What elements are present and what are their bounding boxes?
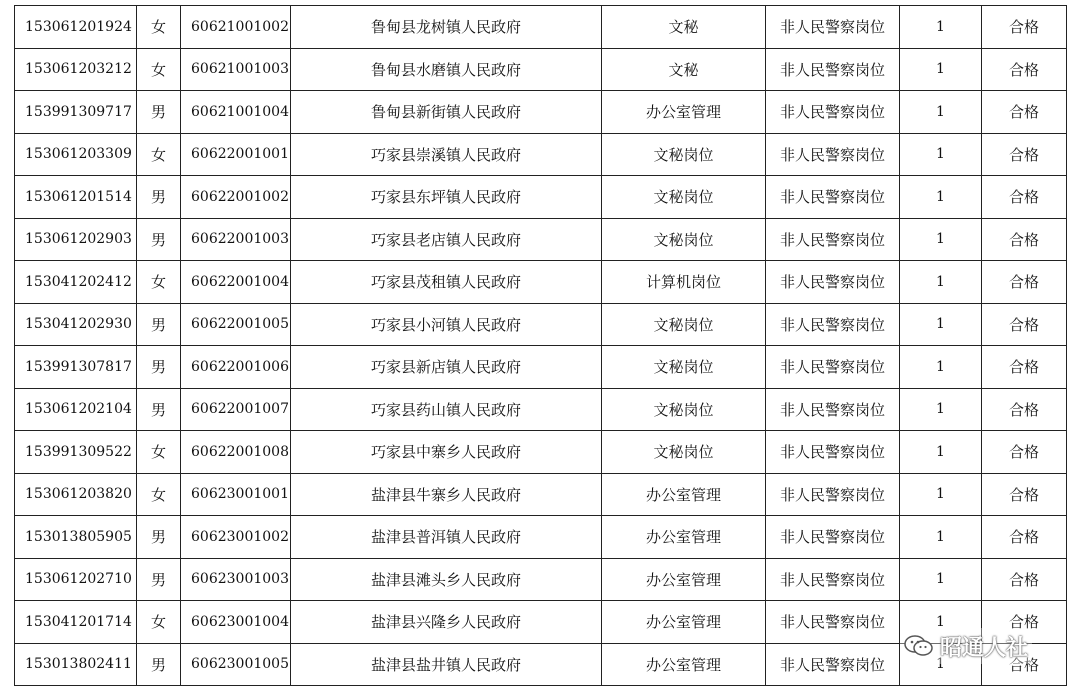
position-code-cell: 60623001005 (181, 643, 291, 686)
position-name-cell: 办公室管理 (602, 91, 766, 134)
table-row (15, 303, 1067, 346)
gender-cell: 女 (137, 48, 181, 91)
gender-cell: 男 (137, 516, 181, 559)
quota-cell: 1 (900, 346, 982, 389)
position-type-cell: 非人民警察岗位 (766, 516, 900, 559)
position-type-cell: 非人民警察岗位 (766, 643, 900, 686)
employer-cell: 盐津县兴隆乡人民政府 (291, 601, 602, 644)
ticket-number-cell: 153041202412 (15, 261, 137, 304)
gender-cell: 男 (137, 218, 181, 261)
quota-cell: 1 (900, 643, 982, 686)
employer-cell: 盐津县普洱镇人民政府 (291, 516, 602, 559)
ticket-number-cell: 153041201714 (15, 601, 137, 644)
position-code-cell: 60623001001 (181, 473, 291, 516)
position-type-cell: 非人民警察岗位 (766, 473, 900, 516)
result-cell: 合格 (982, 516, 1067, 559)
position-type-cell: 非人民警察岗位 (766, 6, 900, 49)
quota-cell: 1 (900, 6, 982, 49)
gender-cell: 女 (137, 261, 181, 304)
position-type-cell: 非人民警察岗位 (766, 218, 900, 261)
position-code-cell: 60622001007 (181, 388, 291, 431)
ticket-number-cell: 153013802411 (15, 643, 137, 686)
table-row (15, 133, 1067, 176)
result-cell: 合格 (982, 601, 1067, 644)
result-cell: 合格 (982, 6, 1067, 49)
position-name-cell: 文秘岗位 (602, 133, 766, 176)
result-cell: 合格 (982, 558, 1067, 601)
ticket-number-cell: 153991309522 (15, 431, 137, 474)
table-row (15, 346, 1067, 389)
quota-cell: 1 (900, 133, 982, 176)
ticket-number-cell: 153061202710 (15, 558, 137, 601)
position-code-cell: 60623001002 (181, 516, 291, 559)
employer-cell: 鲁甸县新街镇人民政府 (291, 91, 602, 134)
position-name-cell: 文秘岗位 (602, 346, 766, 389)
position-code-cell: 60621001004 (181, 91, 291, 134)
watermark (900, 628, 1032, 664)
position-name-cell: 办公室管理 (602, 643, 766, 686)
results-table (14, 5, 1067, 686)
gender-cell: 男 (137, 558, 181, 601)
position-type-cell: 非人民警察岗位 (766, 601, 900, 644)
quota-cell: 1 (900, 48, 982, 91)
result-cell: 合格 (982, 303, 1067, 346)
quota-cell: 1 (900, 261, 982, 304)
quota-cell: 1 (900, 91, 982, 134)
position-type-cell: 非人民警察岗位 (766, 133, 900, 176)
result-cell: 合格 (982, 473, 1067, 516)
quota-cell: 1 (900, 601, 982, 644)
table-row (15, 516, 1067, 559)
gender-cell: 男 (137, 388, 181, 431)
position-name-cell: 文秘 (602, 6, 766, 49)
position-name-cell: 计算机岗位 (602, 261, 766, 304)
quota-cell: 1 (900, 558, 982, 601)
result-cell: 合格 (982, 431, 1067, 474)
quota-cell: 1 (900, 303, 982, 346)
employer-cell: 巧家县崇溪镇人民政府 (291, 133, 602, 176)
table-row (15, 48, 1067, 91)
position-name-cell: 办公室管理 (602, 516, 766, 559)
position-code-cell: 60621001003 (181, 48, 291, 91)
position-type-cell: 非人民警察岗位 (766, 261, 900, 304)
position-type-cell: 非人民警察岗位 (766, 91, 900, 134)
position-code-cell: 60622001008 (181, 431, 291, 474)
gender-cell: 男 (137, 346, 181, 389)
position-code-cell: 60622001004 (181, 261, 291, 304)
position-type-cell: 非人民警察岗位 (766, 176, 900, 219)
employer-cell: 巧家县新店镇人民政府 (291, 346, 602, 389)
employer-cell: 巧家县茂租镇人民政府 (291, 261, 602, 304)
position-code-cell: 60622001006 (181, 346, 291, 389)
position-code-cell: 60623001003 (181, 558, 291, 601)
gender-cell: 男 (137, 176, 181, 219)
quota-cell: 1 (900, 388, 982, 431)
position-type-cell: 非人民警察岗位 (766, 346, 900, 389)
position-code-cell: 60621001002 (181, 6, 291, 49)
position-name-cell: 办公室管理 (602, 473, 766, 516)
result-cell: 合格 (982, 91, 1067, 134)
wechat-icon (904, 634, 934, 658)
table-row (15, 218, 1067, 261)
table-row (15, 473, 1067, 516)
quota-cell: 1 (900, 431, 982, 474)
gender-cell: 男 (137, 303, 181, 346)
gender-cell: 女 (137, 601, 181, 644)
table-row (15, 558, 1067, 601)
quota-cell: 1 (900, 516, 982, 559)
ticket-number-cell: 153061202903 (15, 218, 137, 261)
position-name-cell: 文秘岗位 (602, 303, 766, 346)
result-cell: 合格 (982, 218, 1067, 261)
ticket-number-cell: 153061201514 (15, 176, 137, 219)
ticket-number-cell: 153061201924 (15, 6, 137, 49)
position-name-cell: 文秘岗位 (602, 388, 766, 431)
position-code-cell: 60622001002 (181, 176, 291, 219)
ticket-number-cell: 153061203820 (15, 473, 137, 516)
position-code-cell: 60623001004 (181, 601, 291, 644)
position-code-cell: 60622001003 (181, 218, 291, 261)
quota-cell: 1 (900, 473, 982, 516)
ticket-number-cell: 153061203212 (15, 48, 137, 91)
result-cell: 合格 (982, 176, 1067, 219)
employer-cell: 巧家县药山镇人民政府 (291, 388, 602, 431)
ticket-number-cell: 153991307817 (15, 346, 137, 389)
employer-cell: 巧家县老店镇人民政府 (291, 218, 602, 261)
position-type-cell: 非人民警察岗位 (766, 388, 900, 431)
gender-cell: 女 (137, 133, 181, 176)
gender-cell: 男 (137, 91, 181, 134)
table-body (15, 6, 1067, 686)
position-name-cell: 文秘岗位 (602, 218, 766, 261)
employer-cell: 鲁甸县龙树镇人民政府 (291, 6, 602, 49)
watermark-text: 昭通人社 (940, 635, 1029, 661)
position-name-cell: 文秘岗位 (602, 176, 766, 219)
employer-cell: 鲁甸县水磨镇人民政府 (291, 48, 602, 91)
gender-cell: 女 (137, 431, 181, 474)
result-cell: 合格 (982, 346, 1067, 389)
position-name-cell: 办公室管理 (602, 601, 766, 644)
result-cell: 合格 (982, 643, 1067, 686)
result-cell: 合格 (982, 133, 1067, 176)
gender-cell: 女 (137, 473, 181, 516)
employer-cell: 盐津县滩头乡人民政府 (291, 558, 602, 601)
position-name-cell: 文秘岗位 (602, 431, 766, 474)
result-cell: 合格 (982, 48, 1067, 91)
table-row (15, 6, 1067, 49)
quota-cell: 1 (900, 218, 982, 261)
result-cell: 合格 (982, 388, 1067, 431)
ticket-number-cell: 153041202930 (15, 303, 137, 346)
employer-cell: 盐津县盐井镇人民政府 (291, 643, 602, 686)
ticket-number-cell: 153061202104 (15, 388, 137, 431)
result-cell: 合格 (982, 261, 1067, 304)
employer-cell: 巧家县小河镇人民政府 (291, 303, 602, 346)
ticket-number-cell: 153013805905 (15, 516, 137, 559)
table-row (15, 176, 1067, 219)
gender-cell: 女 (137, 6, 181, 49)
position-type-cell: 非人民警察岗位 (766, 558, 900, 601)
position-code-cell: 60622001005 (181, 303, 291, 346)
employer-cell: 巧家县东坪镇人民政府 (291, 176, 602, 219)
position-type-cell: 非人民警察岗位 (766, 303, 900, 346)
position-code-cell: 60622001001 (181, 133, 291, 176)
table-row (15, 431, 1067, 474)
table-row (15, 261, 1067, 304)
gender-cell: 男 (137, 643, 181, 686)
table-row (15, 91, 1067, 134)
position-type-cell: 非人民警察岗位 (766, 431, 900, 474)
employer-cell: 巧家县中寨乡人民政府 (291, 431, 602, 474)
table-row (15, 388, 1067, 431)
ticket-number-cell: 153991309717 (15, 91, 137, 134)
employer-cell: 盐津县牛寨乡人民政府 (291, 473, 602, 516)
position-name-cell: 文秘 (602, 48, 766, 91)
position-type-cell: 非人民警察岗位 (766, 48, 900, 91)
position-name-cell: 办公室管理 (602, 558, 766, 601)
quota-cell: 1 (900, 176, 982, 219)
ticket-number-cell: 153061203309 (15, 133, 137, 176)
